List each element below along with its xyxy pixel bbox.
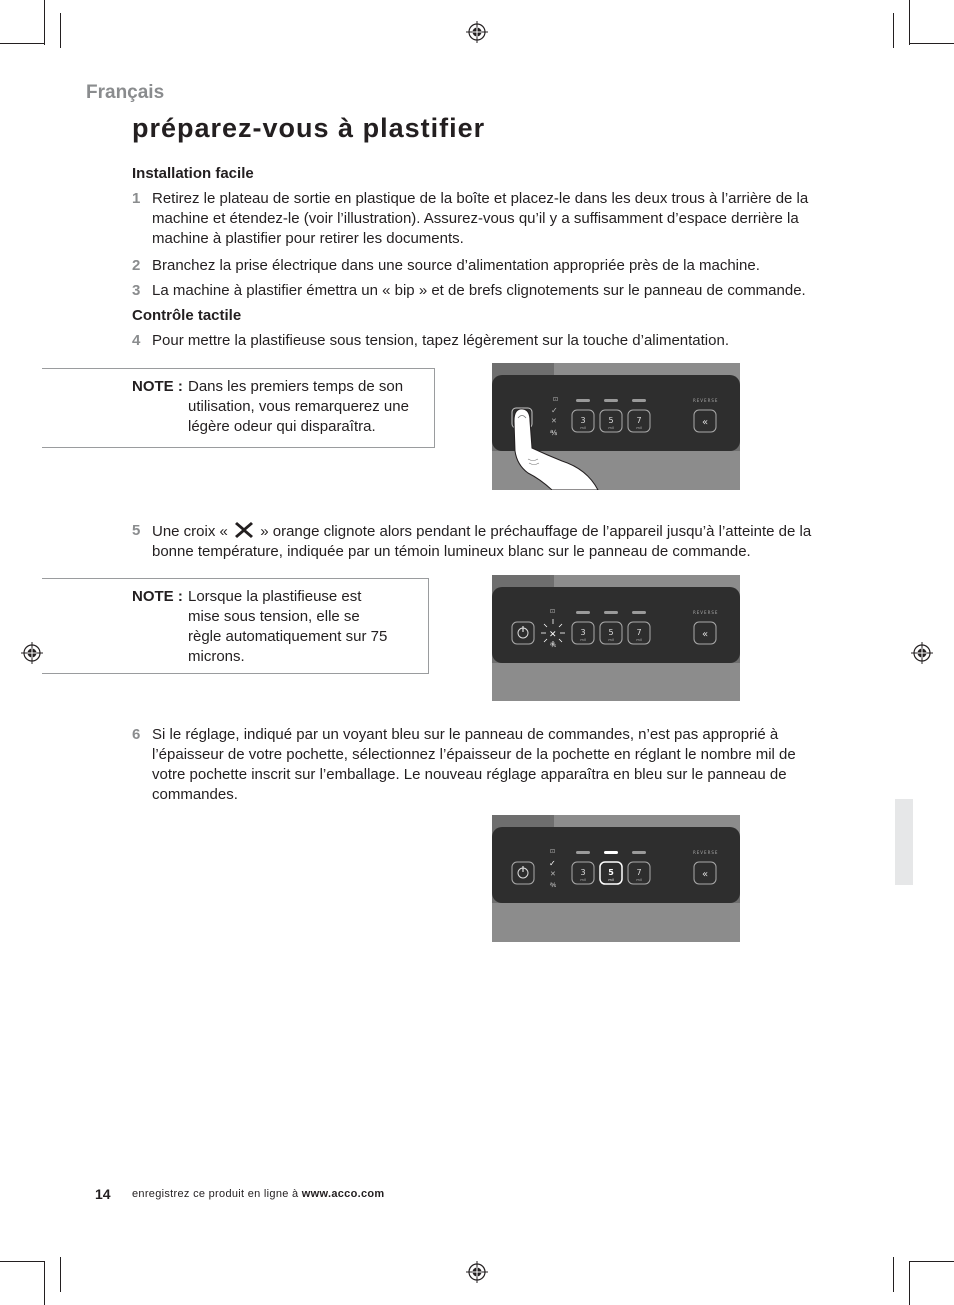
svg-text:✓: ✓ — [549, 859, 556, 868]
step-number: 3 — [132, 282, 141, 299]
step-2 — [132, 256, 842, 276]
crop-mark — [0, 1261, 45, 1262]
svg-text:✕: ✕ — [550, 870, 556, 878]
panel-unit-label: mil — [636, 638, 642, 642]
page-number: 14 — [95, 1186, 111, 1202]
footer-url-link[interactable]: www.acco.com — [301, 1188, 385, 1200]
panel-button-label: 5 — [608, 628, 614, 637]
note-label: NOTE : — [132, 588, 183, 605]
step-text: La machine à plastifier émettra un « bip » et de brefs clignotements sur le panneau de commande. — [152, 282, 806, 299]
panel-button-label: 3 — [580, 868, 586, 877]
step-3 — [132, 281, 842, 301]
svg-text:⊡: ⊡ — [553, 396, 559, 403]
step-text: Si le réglage, indiqué par un voyant bleu sur le panneau de commandes, n’est pas approprié à l’épaisseur de votre pochette, sélectionnez l’épaisseur de la pochette en réglant le nombre mil de votre pochette inscrit sur l’emballage. Le nouveau réglage apparaîtra en bleu sur le panneau de commandes. — [152, 726, 796, 803]
panel-button-label: 3 — [580, 628, 586, 637]
note-label: NOTE : — [132, 378, 183, 395]
panel-reverse-label: REVERSE — [693, 850, 719, 855]
crop-mark — [60, 13, 61, 48]
section-heading-install: Installation facile — [132, 165, 254, 182]
step-4 — [132, 331, 842, 351]
step-number: 4 — [132, 332, 141, 349]
svg-text:«: « — [701, 417, 709, 428]
step-number: 1 — [132, 190, 141, 207]
step-text-after: » orange clignote alors pendant le préchauffage de l’appareil jusqu’à l’atteinte de la bonne température, indiquée par un témoin lumineux blanc sur le panneau de commande. — [152, 523, 812, 560]
panel-button-label: 7 — [636, 868, 642, 877]
svg-text:⊡: ⊡ — [550, 608, 556, 615]
step-5 — [132, 521, 842, 562]
cross-icon — [234, 521, 254, 539]
footer-text — [132, 1188, 384, 1200]
panel-reverse-label: REVERSE — [693, 610, 719, 615]
panel-unit-label: mil — [608, 426, 614, 430]
step-text: Pour mettre la plastifieuse sous tension, tapez légèrement sur la touche d’alimentation. — [152, 332, 729, 349]
crop-mark — [909, 43, 954, 44]
registration-mark-icon — [911, 642, 933, 664]
crop-mark — [909, 1261, 910, 1305]
language-tab-marker — [895, 799, 913, 885]
panel-unit-label: mil — [608, 878, 614, 882]
crop-mark — [909, 0, 910, 45]
panel-button-label: 7 — [636, 628, 642, 637]
section-heading-touch: Contrôle tactile — [132, 307, 242, 324]
panel-reverse-label: REVERSE — [693, 398, 719, 403]
crop-mark — [909, 1261, 954, 1262]
registration-mark-icon — [21, 642, 43, 664]
step-text: Branchez la prise électrique dans une source d’alimentation appropriée près de la machine. — [152, 257, 760, 274]
note-text: Lorsque la plastifieuse est mise sous tension, elle se règle automatiquement sur 75 microns. — [188, 588, 388, 665]
control-panel-illustration — [492, 575, 740, 701]
step-6 — [132, 725, 832, 805]
svg-text:℁: ℁ — [550, 429, 558, 437]
panel-unit-label: mil — [636, 426, 642, 430]
registration-mark-icon — [466, 21, 488, 43]
svg-text:℁: ℁ — [550, 642, 557, 649]
control-panel-illustration — [492, 363, 740, 490]
svg-text:℁: ℁ — [550, 882, 557, 889]
step-number: 6 — [132, 726, 141, 743]
footer-registration-text: enregistrez ce produit en ligne à — [132, 1188, 302, 1200]
step-1 — [132, 189, 842, 249]
language-label: Français — [86, 82, 165, 103]
crop-mark — [0, 43, 45, 44]
panel-button-label: 5 — [608, 416, 614, 425]
crop-mark — [60, 1257, 61, 1292]
svg-text:✓: ✓ — [551, 406, 558, 415]
panel-button-label: 7 — [636, 416, 642, 425]
crop-mark — [893, 1257, 894, 1292]
panel-button-label: 3 — [580, 416, 586, 425]
note-box — [42, 368, 435, 448]
svg-text:✕: ✕ — [551, 417, 557, 425]
panel-unit-label: mil — [580, 638, 586, 642]
page-title: préparez-vous à plastifier — [132, 113, 486, 143]
crop-mark — [44, 1261, 45, 1305]
panel-unit-label: mil — [580, 878, 586, 882]
note-text: Dans les premiers temps de son utilisation, vous remarquerez une légère odeur qui disparaîtra. — [188, 378, 409, 435]
panel-unit-label: mil — [636, 878, 642, 882]
step-text-before: Une croix « — [152, 523, 228, 540]
step-number: 5 — [132, 522, 141, 539]
crop-mark — [44, 0, 45, 45]
svg-text:✕: ✕ — [549, 630, 557, 640]
svg-text:«: « — [701, 629, 709, 640]
panel-unit-label: mil — [580, 426, 586, 430]
panel-unit-label: mil — [608, 638, 614, 642]
crop-mark — [893, 13, 894, 48]
svg-text:⊡: ⊡ — [550, 848, 556, 855]
registration-mark-icon — [466, 1261, 488, 1283]
note-box — [42, 578, 429, 674]
svg-text:«: « — [701, 869, 709, 880]
control-panel-illustration — [492, 815, 740, 942]
panel-button-label: 5 — [608, 868, 614, 877]
step-number: 2 — [132, 257, 141, 274]
step-text: Retirez le plateau de sortie en plastique de la boîte et placez-le dans les deux trous à l’arrière de la machine et étendez-le (voir l’illustration). Assurez-vous qu’il y a suffisamment d’espace derrière la machine à plastifier pour retirer les documents. — [152, 190, 809, 247]
